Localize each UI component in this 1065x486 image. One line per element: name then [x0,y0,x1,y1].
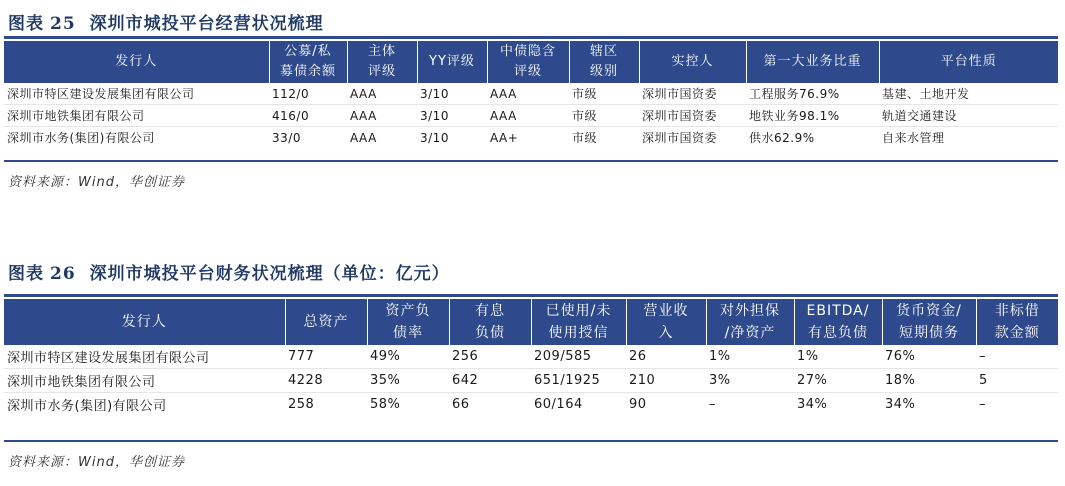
figure-26-table-row [4,393,1058,417]
figure-25-table-cell: 3/10 [417,105,487,127]
figure-26-table-cell: 27% [794,369,882,393]
figure-25-table-cell: 深圳市国资委 [639,105,746,127]
figure-26-table-cell: 深圳市特区建设发展集团有限公司 [4,345,285,369]
figure-25-table-cell: 416/0 [269,105,347,127]
figure-25-table-cell: 3/10 [420,130,449,145]
figure-26-table-cell: 18% [882,369,976,393]
figure-25-table-cell: 深圳市水务(集团)有限公司 [7,131,155,145]
figure-25-header-row [4,41,1058,83]
figure-25-table-cell: 深圳市地铁集团有限公司 [4,105,269,127]
figure-25-header-cell: 实控人 [639,41,746,83]
figure-26-table-cell: 258 [288,397,315,412]
figure-26-table-cell: 1% [794,345,882,369]
figure-26-body [4,345,1058,416]
figure-25-table-cell: 3/10 [417,83,487,105]
figure-26-table [4,299,1058,416]
figure-26-table-cell: 210 [626,369,706,393]
figure-26-table-cell: 642 [449,369,531,393]
figure-25-body [4,83,1058,148]
figure-25-source: 资料来源：Wind，华创证券 [8,175,185,190]
figure-25-header-cell: 发行人 [115,54,158,69]
figure-25-label: 图表 [8,14,44,34]
figure-26-table-cell: 3% [706,369,794,393]
figure-26-table-cell: 深圳市水务(集团)有限公司 [7,399,167,414]
figure-25-top-rule [4,36,1058,39]
figure-25-table-cell: 112/0 [269,83,347,105]
figure-26-header-cell: EBITDA/ 有息负债 [794,299,882,345]
figure-26-table-cell: 60/164 [534,397,583,412]
figure-25-header-cell: 中债隐含 评级 [487,41,569,83]
figure-26-table-cell: 4228 [285,369,367,393]
figure-25-table [4,41,1058,148]
figure-25-table-row [4,105,1058,127]
figure-26-table-cell: 66 [452,397,470,412]
figure-26-source: 资料来源：Wind，华创证券 [8,455,185,470]
figure-26-table-cell: 209/585 [531,345,626,369]
figure-26-table-cell: 58% [370,397,401,412]
figure-26-table-cell: 90 [629,397,647,412]
figure-26-table-row [4,369,1058,393]
figure-26-table-cell: 651/1925 [531,369,626,393]
figure-26-header-cell: 营业收 入 [626,299,706,345]
figure-26-number: 26 [50,264,76,284]
figure-26-header-cell: 发行人 [121,314,167,330]
figure-25-table-cell: 工程服务76.9% [746,83,879,105]
figure-25-table-cell: 供水62.9% [749,131,815,145]
figure-25-header-cell: 主体 评级 [347,41,417,83]
figure-26-bottom-rule [4,440,1058,442]
figure-26-header-cell: 已使用/未 使用授信 [531,299,626,345]
figure-25-table-cell: 深圳市国资委 [642,131,718,145]
figure-26-header-cell: 非标借 款金额 [976,299,1058,345]
figure-26-table-cell: 1% [706,345,794,369]
figure-25-header-cell: 辖区 级别 [569,41,639,83]
figure-25-bottom-rule [4,160,1058,162]
figure-25-table-cell: 33/0 [272,130,301,145]
figure-25-header-cell: 公募/私 募债余额 [269,41,347,83]
figure-25-header-cell: 第一大业务比重 [746,41,879,83]
figure-25-table-cell: 市级 [569,105,639,127]
figure-26-label: 图表 [8,264,44,284]
figure-26-header-cell: 对外担保 /净资产 [706,299,794,345]
figure-26-heading: 深圳市城投平台财务状况梳理（单位：亿元） [89,264,450,284]
figure-25-title [8,9,324,34]
figure-26-table-cell: – [976,345,1058,369]
figure-25-table-cell: 自来水管理 [882,131,945,145]
figure-26-table-cell: 26 [626,345,706,369]
figure-25-table-cell: 市级 [569,83,639,105]
figure-25-table-cell: AAA [487,105,569,127]
figure-26-header-cell: 总资产 [285,299,367,345]
figure-26-title [8,259,450,284]
figure-26-table-cell: – [709,397,716,412]
figure-25-number: 25 [50,14,76,34]
figure-25-heading: 深圳市城投平台经营状况梳理 [89,14,324,34]
figure-25-table-cell: 基建、土地开发 [879,83,1058,105]
figure-26-header-cell: 货币资金/ 短期债务 [882,299,976,345]
figure-25-table-row [4,83,1058,105]
figure-26-table-cell: 777 [285,345,367,369]
figure-26-table-cell: 深圳市地铁集团有限公司 [4,369,285,393]
figure-26-table-cell: 35% [367,369,449,393]
figure-26-table-cell: 5 [976,369,1058,393]
figure-25-table-cell: 深圳市国资委 [639,83,746,105]
figure-25-table-cell: 轨道交通建设 [879,105,1058,127]
figure-26-table-cell: 76% [882,345,976,369]
figure-26-header-cell: 有息 负债 [449,299,531,345]
figure-25-header-cell: YY评级 [417,41,487,83]
figure-26-table-cell: – [979,397,986,412]
figure-25-table-cell: AAA [350,130,377,145]
figure-26-top-rule [4,294,1058,297]
figure-25-table-cell: AAA [347,83,417,105]
figure-25-table-cell: AAA [347,105,417,127]
figure-25-table-cell: 市级 [572,131,598,145]
figure-26-table-cell: 34% [797,397,828,412]
figure-25-table-row [4,127,1058,149]
figure-26-table-cell: 256 [449,345,531,369]
figure-25-table-cell: 地铁业务98.1% [746,105,879,127]
figure-25-table-cell: AA+ [490,130,519,145]
figure-25-header-cell: 平台性质 [879,41,1058,83]
figure-25-table-cell: AAA [487,83,569,105]
figure-25-table-cell: 深圳市特区建设发展集团有限公司 [4,83,269,105]
figure-26-table-row [4,345,1058,369]
figure-26-header-row [4,299,1058,345]
figure-26-table-cell: 34% [885,397,916,412]
figure-26-header-cell: 资产负 债率 [367,299,449,345]
figure-26-table-cell: 49% [367,345,449,369]
